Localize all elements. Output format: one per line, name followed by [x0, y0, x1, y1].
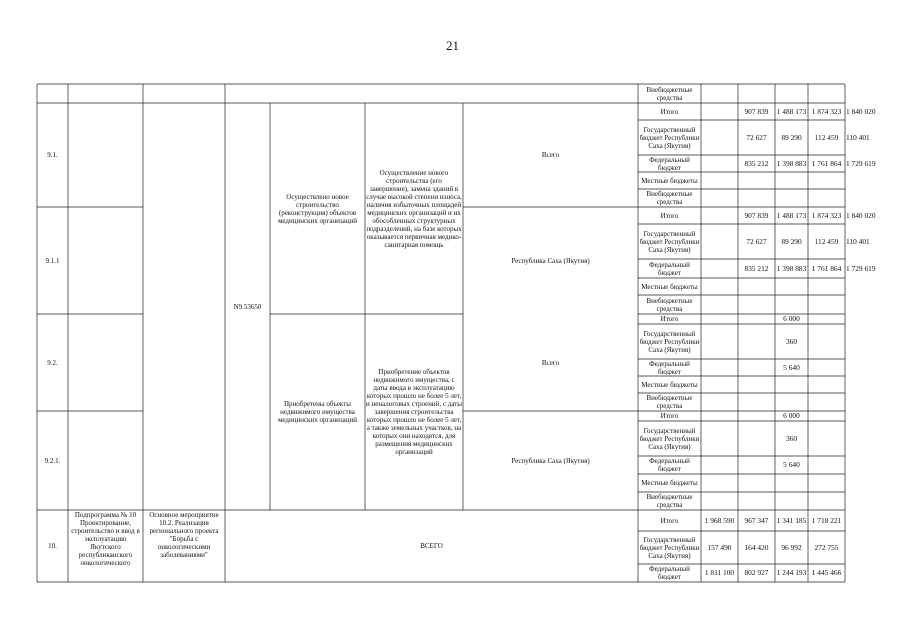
value-cell: 360: [785, 433, 798, 443]
measure-description: Приобретение объектов недвижимого имущества, с даты ввода в эксплуатацию которых прошло не более 5 лет, и неналоговых строений, с даты завершения строительства которых прошло не более 5 лет, а также земельных участков, на которых они находятся, для размещения медицинских организаций: [366, 368, 462, 456]
row-label: 9.1.: [47, 151, 58, 159]
value-cell: 1 761 864: [811, 158, 842, 168]
value-cell: 6 000: [783, 412, 800, 420]
main-event: Основное мероприятие 10.2. Реализация регионального проекта "Борьба с онкологическими заболеваниями": [149, 511, 219, 559]
value-cell: 96 992: [781, 542, 802, 552]
executor-cell: Всего: [541, 151, 560, 159]
value-cell: 835 212: [744, 158, 769, 168]
value-cell: 1 398 883: [776, 263, 807, 273]
value-cell: 1 488 173: [776, 106, 807, 116]
measure-name: Осуществлено новое строительство (реконструкция) объектов медицинских организаций: [277, 192, 358, 225]
value-cell: 5 640: [783, 362, 800, 372]
value-cell: 164 420: [744, 542, 769, 552]
source-local: Местные бюджеты: [641, 176, 698, 185]
measure-code: N9.53650: [233, 302, 262, 311]
source-total: Итого: [660, 516, 679, 525]
source-federal: Федеральный бюджет: [649, 360, 690, 375]
source-extra: Внебюджетные средства: [646, 493, 693, 509]
value-cell: 110 401: [846, 236, 870, 246]
value-cell: 1 840 020: [846, 106, 876, 116]
source-state: Государственный бюджет Республики Саха (Якутия): [639, 535, 700, 560]
source-federal: Федеральный бюджет: [649, 260, 690, 277]
value-cell: 1 398 883: [776, 158, 807, 168]
measure-name: Приобретены объекты недвижимого имущества медицинских организаций: [277, 400, 358, 424]
source-state: Государственный бюджет Республики Саха (Якутия): [639, 329, 700, 354]
source-federal: Федеральный бюджет: [649, 565, 690, 581]
value-cell: 112 459: [814, 236, 839, 246]
page-number: 21: [446, 38, 459, 53]
source-total: Итого: [660, 107, 679, 116]
source-state: Государственный бюджет Республики Саха (Якутия): [639, 125, 700, 150]
value-cell: 802 927: [744, 568, 769, 577]
value-cell: 272 755: [814, 542, 839, 552]
value-cell: 157 490: [707, 542, 732, 552]
source-federal: Федеральный бюджет: [649, 156, 690, 171]
executor-cell: Республика Саха (Якутия): [511, 256, 590, 265]
value-cell: 907 839: [744, 106, 769, 116]
value-cell: 110 401: [846, 132, 870, 142]
source-local: Местные бюджеты: [641, 479, 698, 487]
value-cell: 89 290: [781, 132, 802, 142]
executor-cell: Республика Саха (Якутия): [511, 456, 590, 465]
value-cell: 1 729 619: [846, 263, 876, 273]
executor-cell: Всего: [541, 358, 560, 367]
source-state: Государственный бюджет Республики Саха (Якутия): [639, 229, 700, 254]
value-cell: 1 244 193: [776, 568, 807, 577]
source-extra: Внебюджетные средства: [646, 190, 693, 206]
value-cell: 1 874 323: [811, 106, 842, 116]
value-cell: 835 212: [744, 263, 769, 273]
value-cell: 6 000: [783, 315, 800, 323]
value-cell: 1 811 100: [704, 568, 735, 577]
measure-description: Осуществление нового строительства (его завершение), замена зданий в случае высокой степени износа, наличия избыточных площадей медицинских организаций и их обособленных структурных подразделений, на базе которых оказывается первичная медико-санитарная помощь: [366, 168, 462, 249]
value-cell: 1 874 323: [811, 210, 842, 220]
value-cell: 112 459: [814, 132, 839, 142]
source-local: Местные бюджеты: [641, 282, 698, 291]
value-cell: 72 627: [746, 132, 767, 142]
value-cell: 1 968 590: [704, 515, 735, 525]
value-cell: 360: [785, 336, 798, 346]
source-extra: Внебюджетные средства: [646, 296, 693, 313]
value-cell: 1 729 619: [846, 158, 876, 168]
source-extrabudget: Внебюджетные средства: [646, 85, 693, 102]
value-cell: 907 839: [744, 210, 769, 220]
row-label: 10.: [48, 542, 57, 550]
value-cell: 1 445 466: [811, 568, 842, 577]
source-extra: Внебюджетные средства: [646, 394, 693, 410]
source-local: Местные бюджеты: [641, 380, 698, 389]
source-total: Итого: [660, 412, 679, 420]
value-cell: 5 640: [783, 460, 800, 469]
value-cell: 1 840 020: [846, 210, 876, 220]
value-cell: 1 761 864: [811, 263, 842, 273]
source-state: Государственный бюджет Республики Саха (Якутия): [639, 426, 700, 451]
subprogram-name: Подпрограмма № 10 Проектирование, строительство и ввод в эксплуатацию Якутского республиканского онкологического: [71, 511, 140, 567]
row-label: 9.2.: [47, 358, 58, 367]
value-cell: 1 341 185: [776, 515, 807, 525]
executor-cell: ВСЕГО: [420, 542, 443, 550]
row-label: 9.2.1.: [44, 456, 61, 465]
value-cell: 967 347: [744, 515, 769, 525]
value-cell: 1 718 221: [811, 515, 842, 525]
value-cell: 1 488 173: [776, 210, 807, 220]
value-cell: 89 290: [781, 236, 802, 246]
source-total: Итого: [660, 211, 679, 220]
value-cell: 72 627: [746, 236, 767, 246]
source-total: Итого: [660, 315, 679, 323]
source-federal: Федеральный бюджет: [649, 457, 690, 473]
row-label: 9.1.1: [45, 256, 60, 265]
